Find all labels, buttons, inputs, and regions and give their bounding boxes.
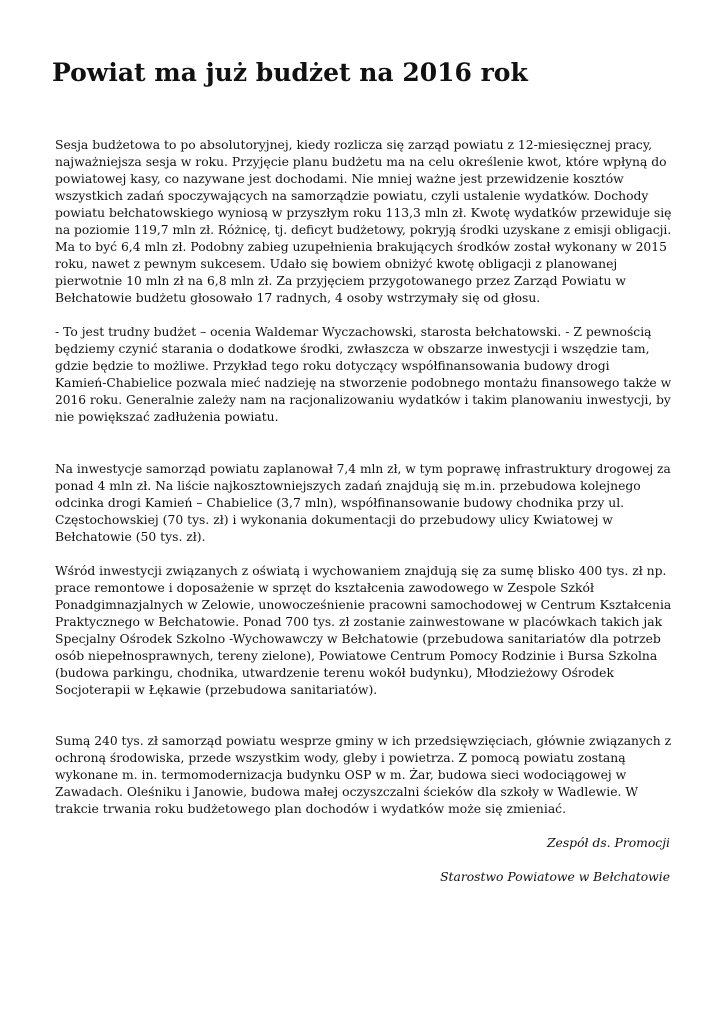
text-line: na poziomie 119,7 mln zł. Różnicę, tj. deficyt budżetowy, pokryją środki uzyskane z emisji obligacji. (55, 223, 672, 237)
text-line: Ponadgimnazjalnych w Zelowie, unowocześnienie pracowni samochodowej w Centrum Kształcenia (55, 598, 672, 612)
text-line: Praktycznego w Bełchatowie. Ponad 700 tys. zł zostanie zainwestowane w placówkach takich jak (55, 615, 663, 629)
text-line: - To jest trudny budżet – ocenia Waldemar Wyczachowski, starosta bełchatowski. - Z pewnością (55, 325, 652, 339)
text-line: Sesja budżetowa to po absolutoryjnej, kiedy rozlicza się zarząd powiatu z 12-miesięcznej pracy, (55, 138, 653, 152)
text-line: wszystkich zadań spoczywających na samorządzie powiatu, czyli ustalenie wydatków. Dochody (55, 189, 649, 203)
text-line: będziemy czynić starania o dodatkowe środki, zwłaszcza w obszarze inwestycji i wszędzie tam, (55, 342, 650, 356)
text-line: ochroną środowiska, przede wszystkim wody, gleby i powietrza. Z pomocą powiatu zostaną (55, 751, 626, 765)
text-line: osób niepełnosprawnych, tereny zielone), Powiatowe Centrum Pomocy Rodzinie i Bursa Szkolna (55, 649, 658, 663)
article-title: Powiat ma już budżet na 2016 rok (52, 58, 528, 87)
signature-office: Starostwo Powiatowe w Bełchatowie (440, 870, 670, 884)
text-line: (budowa parkingu, chodnika, utwardzenie terenu wokół budynku), Młodzieżowy Ośrodek (55, 666, 614, 680)
text-line: Kamień-Chabielice pozwala mieć nadzieję na stworzenie podobnego montażu finansowego także w (55, 376, 672, 390)
text-line: najważniejsza sesja w roku. Przyjęcie planu budżetu ma na celu określenie kwot, które wpłyną do (55, 155, 667, 169)
text-line: 2016 roku. Generalnie zależy nam na racjonalizowaniu wydatków i takim planowaniu inwestycji, by (55, 393, 671, 407)
text-line: nie powiększać zadłużenia powiatu. (55, 410, 279, 424)
text-line: Na inwestycje samorząd powiatu zaplanował 7,4 mln zł, w tym poprawę infrastruktury drogowej za (55, 462, 671, 476)
text-line: Wśród inwestycji związanych z oświatą i wychowaniem znajdują się za sumę blisko 400 tys. zł np. (55, 564, 667, 578)
text-line: Częstochowskiej (70 tys. zł) i wykonania dokumentacji do przebudowy ulicy Kwiatowej w (55, 513, 613, 527)
text-line: Socjoterapii w Łękawie (przebudowa sanitariatów). (55, 683, 378, 697)
text-line: Sumą 240 tys. zł samorząd powiatu wesprze gminy w ich przedsięwzięciach, głównie związanych z (55, 734, 672, 748)
signature-team: Zespół ds. Promocji (546, 836, 670, 850)
text-line: trakcie trwania roku budżetowego plan dochodów i wydatków może się zmieniać. (55, 802, 567, 816)
text-line: Zawadach. Oleśniku i Janowie, budowa małej oczyszczalni ścieków dla szkoły w Wadlewie. W (55, 785, 639, 799)
text-line: Ma to być 6,4 mln zł. Podobny zabieg uzupełnienia brakujących środków został wykonany w 2015 (55, 240, 667, 254)
text-line: Bełchatowie (50 tys. zł). (55, 530, 206, 544)
text-line: pierwotnie 10 mln zł na 6,8 mln zł. Za przyjęciem przygotowanego przez Zarząd Powiatu w (55, 274, 626, 288)
text-line: prace remontowe i doposażenie w sprzęt do kształcenia zawodowego w Zespole Szkół (55, 581, 594, 595)
text-line: roku, nawet z pewnym sukcesem. Udało się bowiem obniżyć kwotę obligacji z planowanej (55, 257, 618, 271)
text-line: ponad 4 mln zł. Na liście najkosztowniejszych zadań znajdują się m.in. przebudowa kolejnego (55, 479, 641, 493)
text-line: powiatowej kasy, co nazywane jest dochodami. Nie mniej ważne jest przewidzenie kosztów (55, 172, 624, 186)
text-line: wykonane m. in. termomodernizacja budynku OSP w m. Żar, budowa sieci wodociągowej w (55, 768, 627, 782)
text-line: Bełchatowie budżetu głosowało 17 radnych, 4 osoby wstrzymały się od głosu. (55, 291, 541, 305)
text-line: gdzie będzie to możliwe. Przykład tego roku dotyczący współfinansowania budowy drogi (55, 359, 610, 373)
text-line: Specjalny Ośrodek Szkolno -Wychowawczy w Bełchatowie (przebudowa sanitariatów dla potrzeb (55, 632, 661, 646)
text-line: odcinka drogi Kamień – Chabielice (3,7 mln), współfinansowanie budowy chodnika przy ul. (55, 496, 625, 510)
text-line: powiatu bełchatowskiego wyniosą w przyszłym roku 113,3 mln zł. Kwotę wydatków przewiduje się (55, 206, 672, 220)
